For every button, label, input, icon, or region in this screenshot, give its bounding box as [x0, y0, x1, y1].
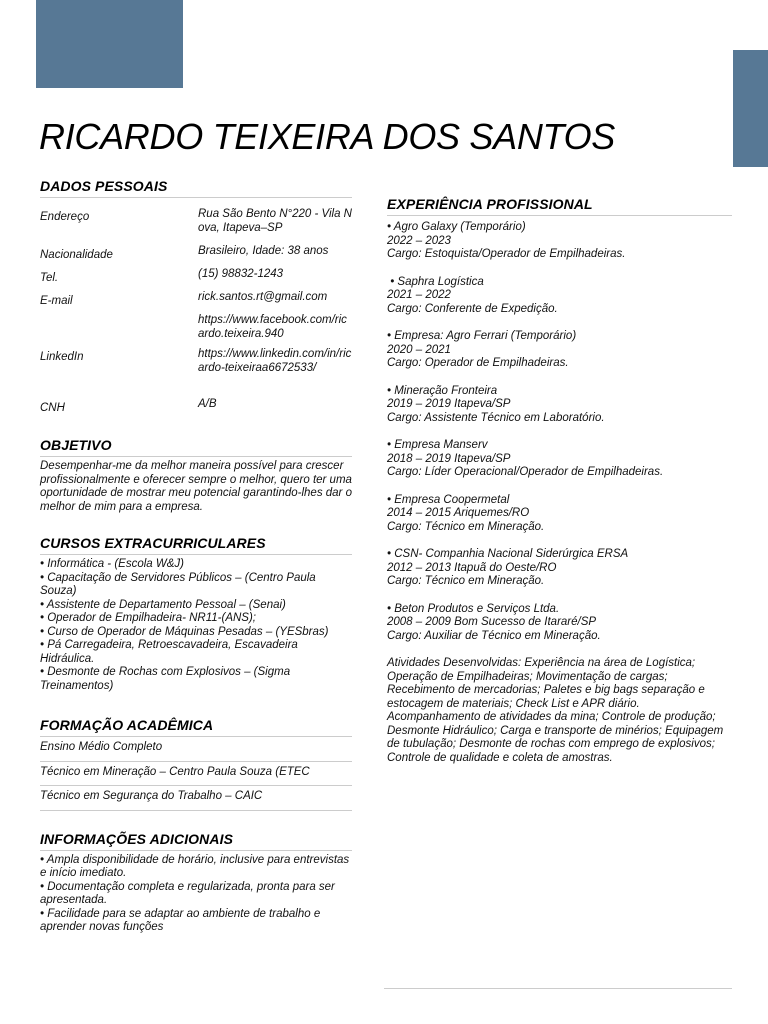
cursos-list: [40, 558, 352, 693]
job-company: • Agro Galaxy (Temporário): [387, 221, 526, 233]
job-period: 2014 – 2015 Ariquemes/RO: [387, 507, 530, 519]
job-role: Cargo: Líder Operacional/Operador de Empilhadeiras.: [387, 466, 664, 478]
job-entry: [387, 276, 732, 317]
job-period: 2021 – 2022: [387, 289, 451, 301]
job-role: Cargo: Técnico em Mineração.: [387, 575, 545, 587]
job-period: 2008 – 2009 Bom Sucesso de Itararé/SP: [387, 616, 597, 628]
job-company: • Mineração Fronteira: [387, 384, 498, 397]
list-item: • Informática - (Escola W&J): [40, 558, 184, 570]
job-role: Cargo: Assistente Técnico em Laboratório.: [387, 411, 605, 424]
section-title-objetivo: OBJETIVO: [40, 437, 352, 457]
list-item: • Documentação completa e regularizada, pronta para ser apresentada.: [40, 880, 335, 906]
job-entry: [387, 548, 732, 589]
personal-label: Tel.: [40, 272, 59, 284]
list-item: Técnico em Segurança do Trabalho – CAIC: [40, 786, 352, 811]
list-item: Ensino Médio Completo: [40, 737, 352, 762]
personal-value: A/B: [198, 398, 217, 410]
candidate-name: RICARDO TEIXEIRA DOS SANTOS: [39, 116, 616, 157]
section-title-experiencia: EXPERIÊNCIA PROFISSIONAL: [387, 196, 732, 216]
section-title-formacao: FORMAÇÃO ACADÊMICA: [40, 717, 352, 737]
personal-row-tel: [40, 268, 352, 291]
cursos-section: [40, 535, 352, 693]
facebook-link[interactable]: https://www.facebook.com/ricardo.teixeira.940: [198, 314, 347, 340]
list-item: • Capacitação de Servidores Públicos – (Centro Paula Souza): [40, 571, 316, 597]
list-item: • Pá Carregadeira, Retroescavadeira, Escavadeira Hidráulica.: [40, 639, 298, 665]
atividades-text: Atividades Desenvolvidas: Experiência na área de Logística; Operação de Empilhadeiras; Movimentação de cargas; Recebimento de mercadorias; Paletes e big bags separação e estocagem de materiais; Check List e APR diário. Acompanhamento de atividades da mina; Controle de produção; Desmonte Hidráulico; Carga e transporte de minérios; Equipagem de tubulação; Desmonte de rochas com emprego de explosivos; Controle de qualidade e coleta de amostras.: [387, 657, 724, 764]
list-item: Técnico em Mineração – Centro Paula Souza (ETEC: [40, 762, 352, 787]
section-title-cursos: CURSOS EXTRACURRICULARES: [40, 535, 352, 555]
job-role: Cargo: Estoquista/Operador de Empilhadeiras.: [387, 248, 626, 260]
job-company: • Saphra Logística: [387, 275, 484, 288]
list-item: • Curso de Operador de Máquinas Pesadas – (YESbras): [40, 625, 329, 638]
job-period: 2019 – 2019 Itapeva/SP: [387, 398, 511, 410]
email-link[interactable]: rick.santos.rt@gmail.com: [198, 291, 328, 303]
experiencia-section: [387, 196, 732, 765]
list-item: • Assistente de Departamento Pessoal – (Senai): [40, 598, 286, 611]
job-period: 2018 – 2019 Itapeva/SP: [387, 452, 511, 465]
personal-label: Endereço: [40, 211, 90, 223]
dados-pessoais-section: [40, 178, 352, 421]
personal-row-facebook: [40, 314, 352, 348]
personal-label: Nacionalidade: [40, 249, 113, 261]
linkedin-link[interactable]: https://www.linkedin.com/in/ricardo-teixeiraa6672533/: [198, 348, 352, 374]
list-item: • Facilidade para se adaptar ao ambiente de trabalho e aprender novas funções: [40, 907, 321, 933]
job-entry: [387, 494, 732, 535]
right-column: [387, 196, 732, 765]
personal-label: LinkedIn: [40, 351, 84, 363]
job-entry: [387, 439, 732, 480]
job-period: 2012 – 2013 Itapuã do Oeste/RO: [387, 561, 557, 574]
job-company: • CSN- Companhia Nacional Siderúrgica ERSA: [387, 548, 629, 560]
job-company: • Empresa Coopermetal: [387, 493, 510, 506]
formacao-section: [40, 717, 352, 811]
personal-row-nacionalidade: [40, 245, 352, 268]
personal-label: [40, 314, 198, 348]
list-item: • Operador de Empilhadeira- NR11-(ANS);: [40, 612, 257, 624]
job-company: • Empresa: Agro Ferrari (Temporário): [387, 330, 577, 342]
personal-value: Rua São Bento N°220 - Vila Nova, Itapeva–SP: [198, 208, 352, 234]
personal-label: CNH: [40, 402, 65, 414]
list-item: • Ampla disponibilidade de horário, inclusive para entrevistas e início imediato.: [40, 853, 350, 879]
objetivo-text: Desempenhar-me da melhor maneira possível para crescer profissionalmente e oferecer sempre o melhor, quero ter uma oportunidade de mostrar meu potencial garantindo-lhes dar o melhor de mim para a empresa.: [40, 460, 352, 513]
informacoes-list: [40, 854, 352, 935]
job-entry: [387, 603, 732, 644]
decorative-block-left: [36, 0, 183, 88]
job-entry: [387, 385, 732, 426]
personal-row-linkedin: [40, 348, 352, 398]
job-company: • Beton Produtos e Serviços Ltda.: [387, 602, 560, 615]
section-title-dados-pessoais: DADOS PESSOAIS: [40, 178, 352, 198]
divider: [384, 988, 732, 989]
job-company: • Empresa Manserv: [387, 439, 488, 451]
list-item: • Desmonte de Rochas com Explosivos – (Sigma Treinamentos): [40, 666, 291, 692]
personal-row-cnh: [40, 398, 352, 421]
job-role: Cargo: Auxiliar de Técnico em Mineração.: [387, 629, 601, 642]
experiencia-list: [387, 221, 732, 765]
personal-label: E-mail: [40, 295, 73, 307]
left-column: [40, 178, 352, 935]
section-title-informacoes: INFORMAÇÕES ADICIONAIS: [40, 831, 352, 851]
informacoes-section: [40, 831, 352, 935]
personal-row-email: [40, 291, 352, 314]
job-role: Cargo: Técnico em Mineração.: [387, 520, 545, 533]
objetivo-section: [40, 437, 352, 514]
job-entry: [387, 221, 732, 262]
personal-value: Brasileiro, Idade: 38 anos: [198, 245, 329, 257]
personal-data-table: [40, 204, 352, 421]
decorative-block-right: [733, 50, 768, 167]
job-entry: [387, 330, 732, 371]
job-role: Cargo: Conferente de Expedição.: [387, 302, 558, 315]
job-role: Cargo: Operador de Empilhadeiras.: [387, 357, 569, 369]
formacao-list: [40, 737, 352, 811]
job-period: 2022 – 2023: [387, 234, 451, 247]
job-period: 2020 – 2021: [387, 343, 451, 356]
personal-value: (15) 98832-1243: [198, 268, 284, 280]
personal-row-endereco: [40, 204, 352, 245]
